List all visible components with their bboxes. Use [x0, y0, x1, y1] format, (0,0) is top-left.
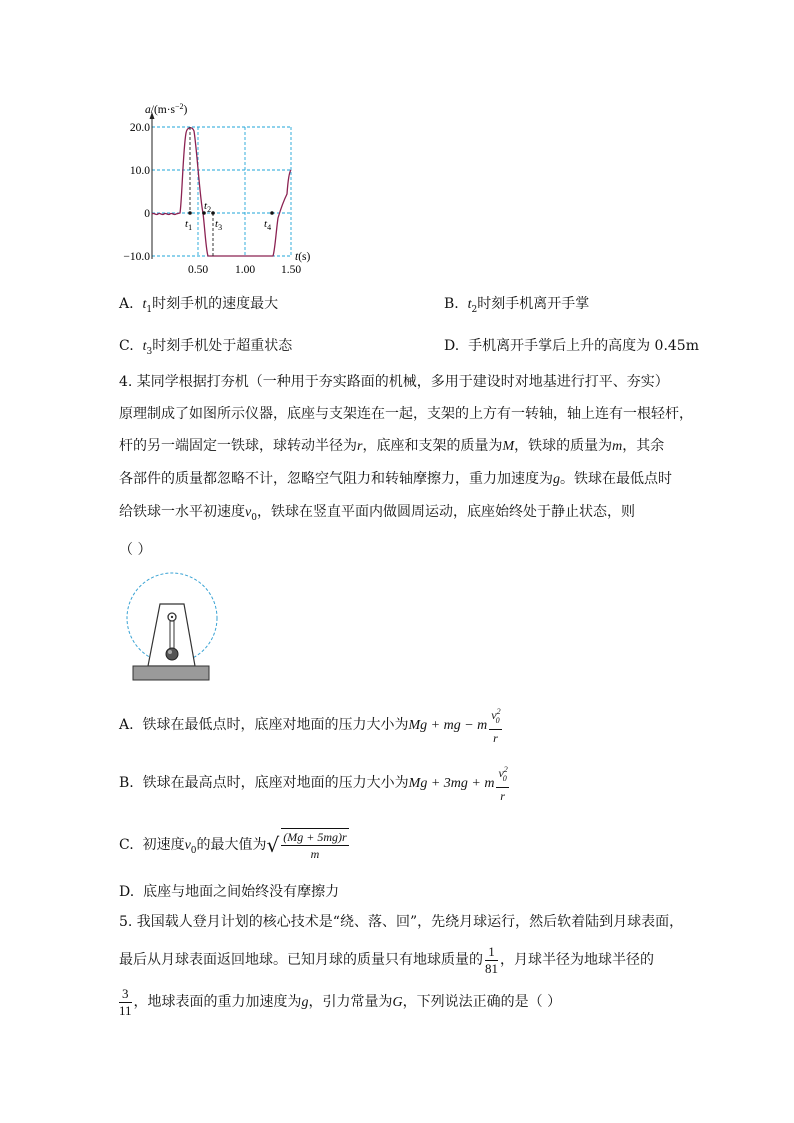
x-axis-label: t(s) — [295, 251, 311, 263]
point-label-t4: $t_4$ — [264, 218, 272, 232]
y-tick-label: −10.0 — [123, 251, 150, 263]
q3-option-b: B. $t_2$时刻手机离开手掌 — [444, 296, 590, 315]
q4-line: 原理制成了如图所示仪器，底座与支架连在一起，支架的上方有一转轴，轴上连有一根轻杆， — [119, 406, 693, 422]
q5-line: 5. 我国载人登月计划的核心技术是“绕、落、回”，先绕月球运行，然后软着陆到月球表面， — [119, 914, 684, 930]
acceleration-graph — [110, 98, 320, 278]
q4-line: 给铁球一水平初速度$v_0$，铁球在竖直平面内做圆周运动，底座始终处于静止状态，则 — [119, 504, 635, 523]
q3-option-a: A. $t_1$时刻手机的速度最大 — [119, 296, 279, 315]
y-tick-label: 0 — [144, 208, 150, 220]
graph-points — [188, 211, 274, 215]
q3-option-d: D. 手机离开手掌后上升的高度为 0.45m — [444, 338, 699, 354]
q5-line: 最后从月球表面返回地球。已知月球的质量只有地球质量的 $\frac{1}{81}$ ，月球半径为地球半径的 — [119, 943, 654, 976]
point-label-t3: $t_3$ — [215, 218, 223, 232]
point-droplines — [190, 127, 213, 256]
q4-answer-blank: （ ） — [119, 541, 152, 558]
q4-option-a: A. 铁球在最低点时，底座对地面的压力大小为Mg + mg − m $\frac{v^2_0}{r}$ — [119, 702, 504, 748]
acceleration-curve — [152, 128, 291, 256]
x-tick-label: 1.00 — [234, 264, 256, 276]
y-tick-label: 10.0 — [129, 165, 150, 177]
x-tick-label: 1.50 — [280, 264, 302, 276]
x-tick-label: 0.50 — [187, 264, 209, 276]
q4-option-b: B. 铁球在最高点时，底座对地面的压力大小为Mg + 3mg + m $\frac{v^2_0}{r}$ — [119, 760, 511, 806]
q4-option-c: C. 初速度$v_0$的最大值为√ $\frac{(Mg + 5mg)r}{m}$ — [119, 830, 347, 861]
y-axis-label: $a/(m\cdot s^{-2})$ — [145, 102, 188, 116]
q4-line: 4. 某同学根据打夯机（一种用于夯实路面的机械，多用于建设时对地基进行打平、夯实） — [119, 374, 669, 390]
q4-option-d: D. 底座与地面之间始终没有摩擦力 — [119, 884, 340, 900]
iron-ball — [166, 648, 178, 660]
tamper-machine-figure — [120, 565, 225, 685]
q3-option-c: C. $t_3$时刻手机处于超重状态 — [119, 338, 293, 357]
point-label-t1: $t_1$ — [185, 218, 193, 232]
point-label-t2: $t_2$ — [204, 200, 212, 214]
q4-stem — [119, 366, 719, 566]
q5-line: $\frac{3}{11}$ ，地球表面的重力加速度为g，引力常量为G，下列说法正确的是（ ） — [119, 985, 562, 1018]
graph-grid — [152, 127, 291, 256]
q4-line: 各部件的质量都忽略不计，忽略空气阻力和转轴摩擦力，重力加速度为g。铁球在最低点时 — [119, 471, 672, 487]
base — [133, 666, 209, 680]
q4-line: 杆的另一端固定一铁球，球转动半径为r，底座和支架的质量为M，铁球的质量为m，其余 — [119, 438, 665, 454]
y-tick-label: 20.0 — [129, 122, 150, 134]
